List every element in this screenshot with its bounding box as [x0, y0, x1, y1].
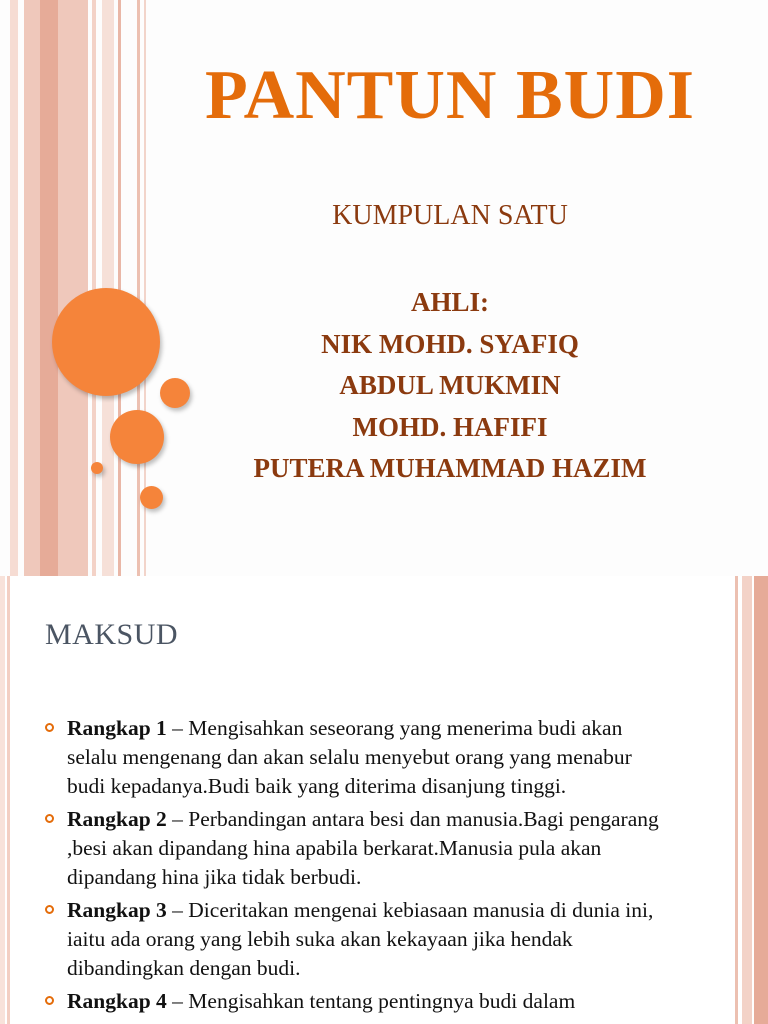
item-label: Rangkap 3: [67, 898, 167, 922]
decor-stripe: [137, 0, 140, 576]
ring-bullet-icon: [45, 996, 54, 1005]
decor-stripe: [118, 0, 121, 576]
bullet-list: [45, 714, 675, 1020]
ring-bullet-icon: [45, 905, 54, 914]
item-text: – Diceritakan mengenai kebiasaan manusia di dunia ini, iaitu ada orang yang lebih suka akan kekayaan jika hendak dibandingkan dengan budi.: [67, 898, 654, 980]
member-name: NIK MOHD. SYAFIQ: [321, 328, 579, 359]
decor-circle-tiny: [91, 462, 103, 474]
decor-circle-medium: [110, 410, 164, 464]
list-item: [45, 805, 675, 892]
decor-stripe: [40, 0, 58, 576]
item-text: – Mengisahkan seseorang yang menerima budi akan selalu mengenang dan akan selalu menyebut orang yang menabur budi kepadanya.Budi baik yang diterima disanjung tinggi.: [67, 716, 632, 798]
content-slide: [0, 576, 768, 1024]
decor-circle-small: [140, 486, 163, 509]
decor-stripe: [0, 576, 5, 1024]
slide-subtitle: KUMPULAN SATU: [332, 200, 568, 231]
item-text: – Mengisahkan tentang pentingnya budi dalam: [166, 989, 576, 1013]
decor-stripe: [735, 576, 738, 1024]
item-text: – Perbandingan antara besi dan manusia.Bagi pengarang ,besi akan dipandang hina apabila berkarat.Manusia pula akan dipandang hina jika tidak berbudi.: [67, 807, 659, 889]
ring-bullet-icon: [45, 723, 54, 732]
item-label: Rangkap 4: [67, 989, 167, 1013]
item-label: Rangkap 2: [67, 807, 167, 831]
ring-bullet-icon: [45, 814, 54, 823]
decor-circle-large: [52, 288, 160, 396]
decor-stripe: [742, 576, 752, 1024]
list-item: [45, 987, 675, 1016]
decor-stripe: [7, 576, 10, 1024]
members-label: AHLI:: [410, 287, 489, 317]
decor-circle-small: [160, 378, 190, 408]
list-item: [45, 896, 675, 983]
slide-heading: MAKSUD: [45, 618, 179, 651]
decor-stripe: [10, 0, 18, 576]
list-item: [45, 714, 675, 801]
slide-title: PANTUN BUDI: [205, 57, 695, 134]
member-name: ABDUL MUKMIN: [339, 370, 561, 400]
member-list: [190, 282, 710, 490]
member-name: MOHD. HAFIFI: [352, 411, 548, 442]
item-label: Rangkap 1: [67, 716, 167, 740]
member-name: PUTERA MUHAMMAD HAZIM: [253, 453, 647, 483]
decor-stripe: [754, 576, 768, 1024]
